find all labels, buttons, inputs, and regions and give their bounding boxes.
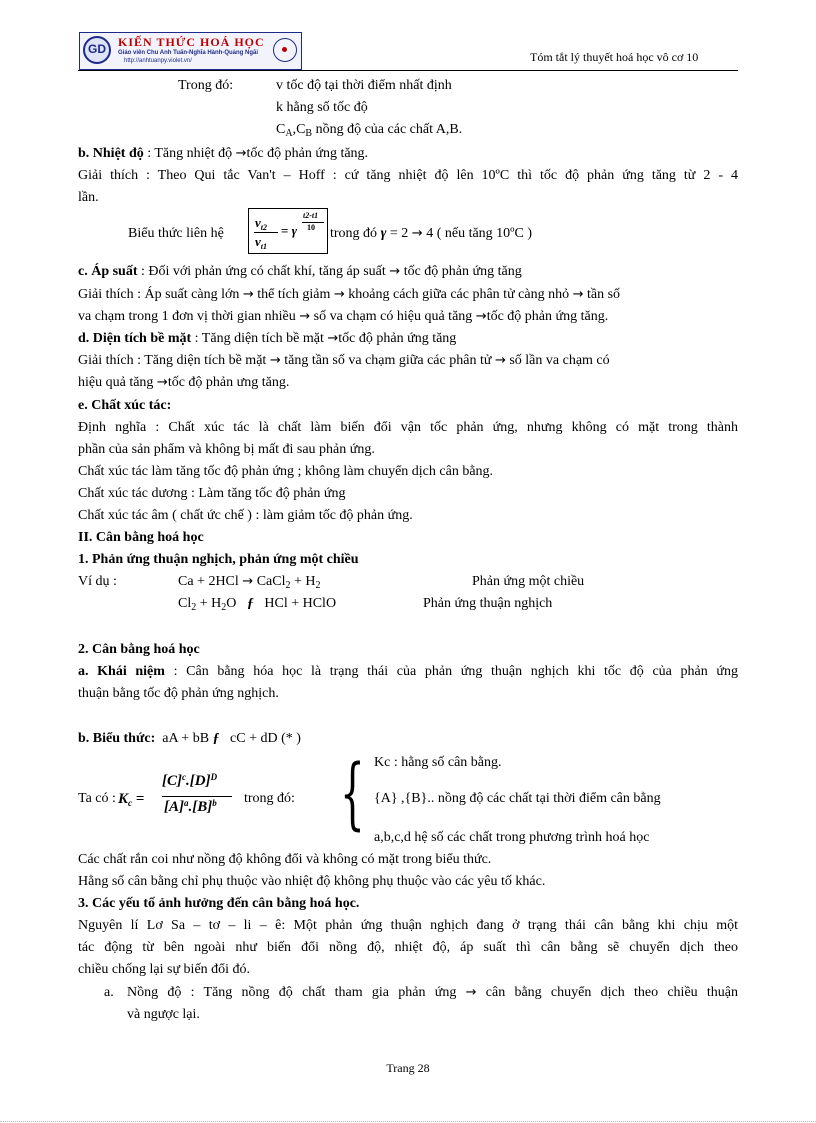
principle-line-3: chiều chống lại sự biến đổi đó.	[78, 962, 251, 977]
catalyst-line-1: Chất xúc tác làm tăng tốc độ phản ứng ; không làm chuyển dịch cân bằng.	[78, 464, 494, 479]
arrow-icon: →	[156, 375, 168, 390]
arrow-icon: →	[327, 331, 339, 346]
gamma-condition: trong đó γ = 2 → 4 ( nếu tăng 10ºC )	[330, 226, 533, 241]
concept-line-1: a. Khái niệm : Cân bằng hóa học là trạng thái của phản ứng thuận nghịch khi tốc độ của phản ứng	[78, 664, 738, 679]
section2-heading: II. Cân bằng hoá học	[78, 530, 204, 545]
catalyst-definition-1: Định nghĩa : Chất xúc tác là chất làm biến đổi vận tốc phản ứng, nhưng không có mặt trong thành	[78, 420, 738, 435]
section2-sub1: 1. Phản ứng thuận nghịch, phản ứng một chiều	[78, 552, 359, 567]
document-title: Tóm tắt lý thuyết hoá học vô cơ 10	[530, 50, 699, 64]
arrow-icon: →	[235, 146, 247, 161]
page-number: Trang 28	[386, 1061, 430, 1075]
pressure-heading: c. Áp suất	[78, 264, 138, 279]
formula-label: Biểu thức liên hệ	[128, 226, 224, 241]
catalyst-line-2: Chất xúc tác dương : Làm tăng tốc độ phản ứng	[78, 486, 346, 501]
atom-icon	[273, 38, 297, 62]
temperature-heading: b. Nhiệt độ	[78, 146, 144, 161]
item-a-marker: a.	[104, 985, 114, 1000]
principle-line-1: Nguyên lí Lơ Sa – tơ – li – ê: Một phản ứng thuận nghịch đang ở trạng thái cân bằng khi chịu một	[78, 918, 738, 933]
equation-1: Ca + 2HCl → CaCl$_2$ + $H_2$	[178, 574, 321, 591]
vant-hoff-formula: $v_{t2}$ $v_{t1}$ = γ t2-t1 10	[248, 208, 328, 254]
section2-sub2: 2. Cân bằng hoá học	[78, 642, 200, 657]
section2-sub3: 3. Các yếu tố ảnh hưởng đến cân bằng hoá học.	[78, 896, 360, 911]
arrow-icon: →	[494, 353, 506, 368]
arrow-icon: →	[299, 309, 311, 324]
surface-heading: d. Diện tích bề mặt	[78, 331, 192, 346]
rate-def-k: k hằng số tốc độ	[276, 100, 368, 115]
arrow-icon: →	[389, 264, 401, 279]
kc-symbol: $K_c$ =	[118, 791, 145, 808]
principle-line-2: tác động từ bên ngoài như biến đổi nồng độ, nhiệt độ, áp suất thì cân bằng sẽ chuyển dịch theo	[78, 940, 738, 955]
arrow-icon: →	[242, 287, 254, 302]
temperature-explanation-end: lần.	[78, 190, 99, 205]
logo-url: http://anhtuanpy.violet.vn/	[124, 58, 192, 64]
concept-line-2: thuận bằng tốc độ phản ứng nghịch.	[78, 686, 279, 701]
surface-line: d. Diện tích bề mặt : Tăng diện tích bề mặt →tốc độ phản ứng tăng	[78, 331, 457, 346]
logo-mark-icon: GD	[83, 36, 111, 64]
coefficient-definition: a,b,c,d hệ số các chất trong phương trình hoá học	[374, 830, 650, 845]
surface-explanation-1: Giải thích : Tăng diện tích bề mặt → tăng tần số va chạm giữa các phân tử → số lần va chạm có	[78, 353, 610, 368]
rate-def-concentration: $C_A,C_B$ nồng độ của các chất A,B.	[276, 122, 463, 139]
equation-2-type: Phản ứng thuận nghịch	[423, 596, 553, 611]
temperature-line: b. Nhiệt độ : Tăng nhiệt độ →tốc độ phản ứng tăng.	[78, 146, 369, 161]
pressure-explanation-1: Giải thích : Áp suất càng lớn → thể tích giảm → khoảng cách giữa các phân tử càng nhỏ → tần số	[78, 287, 621, 302]
surface-explanation-2: hiệu quả tăng →tốc độ phản ưng tăng.	[78, 375, 290, 390]
kc-denominator: $[A]^a.[B]^b$	[164, 798, 217, 815]
kc-definition: Kc : hằng số cân bằng.	[374, 755, 502, 770]
catalyst-heading: e. Chất xúc tác:	[78, 398, 172, 413]
pressure-explanation-2: va chạm trong 1 đơn vị thời gian nhiều → số va chạm có hiệu quả tăng →tốc độ phản ứng tăng.	[78, 309, 609, 324]
kc-label: Ta có :	[78, 791, 116, 806]
arrow-icon: →	[411, 226, 423, 241]
brace-icon: {	[340, 749, 365, 839]
logo-title: KIẾN THỨC HOÁ HỌC	[118, 35, 265, 49]
equation-1-type: Phản ứng một chiều	[472, 574, 585, 589]
arrow-icon: →	[269, 353, 281, 368]
equilibrium-note-1: Các chất rắn coi như nồng độ không đổi và không có mặt trong biểu thức.	[78, 852, 492, 867]
expression-line: b. Biểu thức: aA + bB ƒ cC + dD (* )	[78, 731, 301, 746]
catalyst-definition-2: phần của sản phẩm và không bị mất đi sau phản ứng.	[78, 442, 375, 457]
kc-numerator: $[C]^c.[D]^D$	[162, 772, 218, 789]
equilibrium-note-2: Hằng số cân bằng chỉ phụ thuộc vào nhiệt độ không phụ thuộc vào các yêu tố khác.	[78, 874, 546, 889]
item-a-line-2: và ngược lại.	[127, 1007, 200, 1022]
temperature-explanation: Giải thích : Theo Qui tắc Van't – Hoff : cứ tăng nhiệt độ lên 10ºC thì tốc độ phản ứng tăng từ 2 - 4	[78, 168, 738, 183]
arrow-icon: →	[333, 287, 345, 302]
rate-defs-intro: Trong đó:	[178, 78, 234, 93]
item-a-line-1: Nồng độ : Tăng nồng độ chất tham gia phản ứng → cân bằng chuyển dịch theo chiều thuận	[127, 985, 739, 1000]
header-divider	[78, 70, 738, 71]
kc-where: trong đó:	[244, 791, 295, 806]
header-logo	[79, 32, 302, 70]
arrow-icon: →	[242, 574, 254, 589]
rate-def-v: v tốc độ tại thời điểm nhất định	[276, 78, 452, 93]
arrow-icon: →	[465, 985, 477, 1000]
arrow-icon: →	[572, 287, 584, 302]
arrow-icon: →	[475, 309, 487, 324]
footer-divider	[0, 1121, 816, 1122]
equation-2: $Cl_2 + H_2O$ ƒ HCl + HClO	[178, 596, 337, 613]
logo-subtitle: Giáo viên Chu Anh Tuấn-Nghĩa Hành-Quảng Ngãi	[118, 50, 258, 56]
example-label: Ví dụ :	[78, 574, 117, 589]
concentration-definition: {A} ,{B}.. nồng độ các chất tại thời điểm cân bằng	[374, 791, 661, 806]
pressure-line: c. Áp suất : Đối với phản ứng có chất khí, tăng áp suất → tốc độ phản ứng tăng	[78, 264, 522, 279]
catalyst-line-3: Chất xúc tác âm ( chất ức chế ) : làm giảm tốc độ phản ứng.	[78, 508, 413, 523]
